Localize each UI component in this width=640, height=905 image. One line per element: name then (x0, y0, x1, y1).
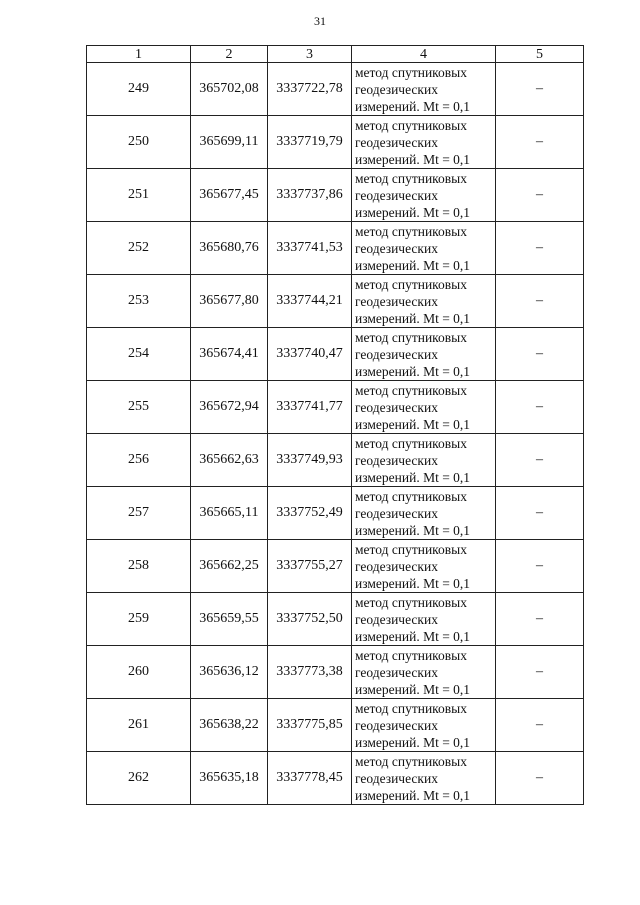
point-number: 261 (87, 699, 191, 752)
measurement-method: метод спутниковых геодезических измерений. Mt = 0,1 (352, 169, 496, 222)
coordinate-y: 3337741,53 (268, 222, 352, 275)
measurement-method: метод спутниковых геодезических измерений. Mt = 0,1 (352, 116, 496, 169)
point-number: 260 (87, 646, 191, 699)
coordinate-x: 365702,08 (191, 63, 268, 116)
table-row (87, 222, 584, 275)
note-cell: – (496, 752, 584, 805)
table-row (87, 63, 584, 116)
table-row (87, 116, 584, 169)
table-header-row (87, 46, 584, 63)
point-number: 253 (87, 275, 191, 328)
point-number: 250 (87, 116, 191, 169)
coordinate-y: 3337740,47 (268, 328, 352, 381)
header-col-2: 2 (191, 46, 268, 63)
table-row (87, 540, 584, 593)
measurement-method: метод спутниковых геодезических измерений. Mt = 0,1 (352, 434, 496, 487)
table-row (87, 593, 584, 646)
coordinate-x: 365659,55 (191, 593, 268, 646)
point-number: 258 (87, 540, 191, 593)
measurement-method: метод спутниковых геодезических измерений. Mt = 0,1 (352, 328, 496, 381)
note-cell: – (496, 169, 584, 222)
table-body (87, 63, 584, 805)
coordinate-x: 365672,94 (191, 381, 268, 434)
point-number: 254 (87, 328, 191, 381)
table-row (87, 752, 584, 805)
table-row (87, 328, 584, 381)
note-cell: – (496, 63, 584, 116)
point-number: 259 (87, 593, 191, 646)
point-number: 256 (87, 434, 191, 487)
header-col-1: 1 (87, 46, 191, 63)
measurement-method: метод спутниковых геодезических измерений. Mt = 0,1 (352, 646, 496, 699)
coordinate-y: 3337719,79 (268, 116, 352, 169)
header-col-3: 3 (268, 46, 352, 63)
coordinate-y: 3337778,45 (268, 752, 352, 805)
point-number: 262 (87, 752, 191, 805)
coordinate-x: 365636,12 (191, 646, 268, 699)
coordinate-x: 365638,22 (191, 699, 268, 752)
coordinate-y: 3337752,49 (268, 487, 352, 540)
coordinates-table (86, 45, 584, 805)
coordinate-y: 3337737,86 (268, 169, 352, 222)
note-cell: – (496, 487, 584, 540)
header-col-4: 4 (352, 46, 496, 63)
measurement-method: метод спутниковых геодезических измерений. Mt = 0,1 (352, 63, 496, 116)
table-row (87, 699, 584, 752)
point-number: 255 (87, 381, 191, 434)
measurement-method: метод спутниковых геодезических измерений. Mt = 0,1 (352, 752, 496, 805)
measurement-method: метод спутниковых геодезических измерений. Mt = 0,1 (352, 222, 496, 275)
note-cell: – (496, 540, 584, 593)
note-cell: – (496, 328, 584, 381)
note-cell: – (496, 646, 584, 699)
coordinate-x: 365635,18 (191, 752, 268, 805)
table-row (87, 275, 584, 328)
note-cell: – (496, 434, 584, 487)
coordinate-y: 3337752,50 (268, 593, 352, 646)
measurement-method: метод спутниковых геодезических измерений. Mt = 0,1 (352, 540, 496, 593)
note-cell: – (496, 116, 584, 169)
table-row (87, 381, 584, 434)
note-cell: – (496, 275, 584, 328)
point-number: 252 (87, 222, 191, 275)
note-cell: – (496, 222, 584, 275)
header-col-5: 5 (496, 46, 584, 63)
coordinate-y: 3337773,38 (268, 646, 352, 699)
note-cell: – (496, 699, 584, 752)
coordinate-x: 365662,63 (191, 434, 268, 487)
coordinate-x: 365677,45 (191, 169, 268, 222)
coordinate-x: 365699,11 (191, 116, 268, 169)
point-number: 249 (87, 63, 191, 116)
measurement-method: метод спутниковых геодезических измерений. Mt = 0,1 (352, 487, 496, 540)
table-row (87, 646, 584, 699)
measurement-method: метод спутниковых геодезических измерений. Mt = 0,1 (352, 699, 496, 752)
coordinate-y: 3337755,27 (268, 540, 352, 593)
coordinate-y: 3337775,85 (268, 699, 352, 752)
coordinate-y: 3337741,77 (268, 381, 352, 434)
coordinate-x: 365665,11 (191, 487, 268, 540)
table-row (87, 169, 584, 222)
coordinate-y: 3337744,21 (268, 275, 352, 328)
coordinate-x: 365677,80 (191, 275, 268, 328)
measurement-method: метод спутниковых геодезических измерений. Mt = 0,1 (352, 275, 496, 328)
table-row (87, 434, 584, 487)
note-cell: – (496, 381, 584, 434)
coordinate-y: 3337722,78 (268, 63, 352, 116)
coordinate-x: 365662,25 (191, 540, 268, 593)
coordinate-y: 3337749,93 (268, 434, 352, 487)
point-number: 257 (87, 487, 191, 540)
page-number: 31 (314, 14, 326, 28)
coordinate-x: 365674,41 (191, 328, 268, 381)
note-cell: – (496, 593, 584, 646)
table-row (87, 487, 584, 540)
point-number: 251 (87, 169, 191, 222)
measurement-method: метод спутниковых геодезических измерений. Mt = 0,1 (352, 593, 496, 646)
coordinate-x: 365680,76 (191, 222, 268, 275)
measurement-method: метод спутниковых геодезических измерений. Mt = 0,1 (352, 381, 496, 434)
